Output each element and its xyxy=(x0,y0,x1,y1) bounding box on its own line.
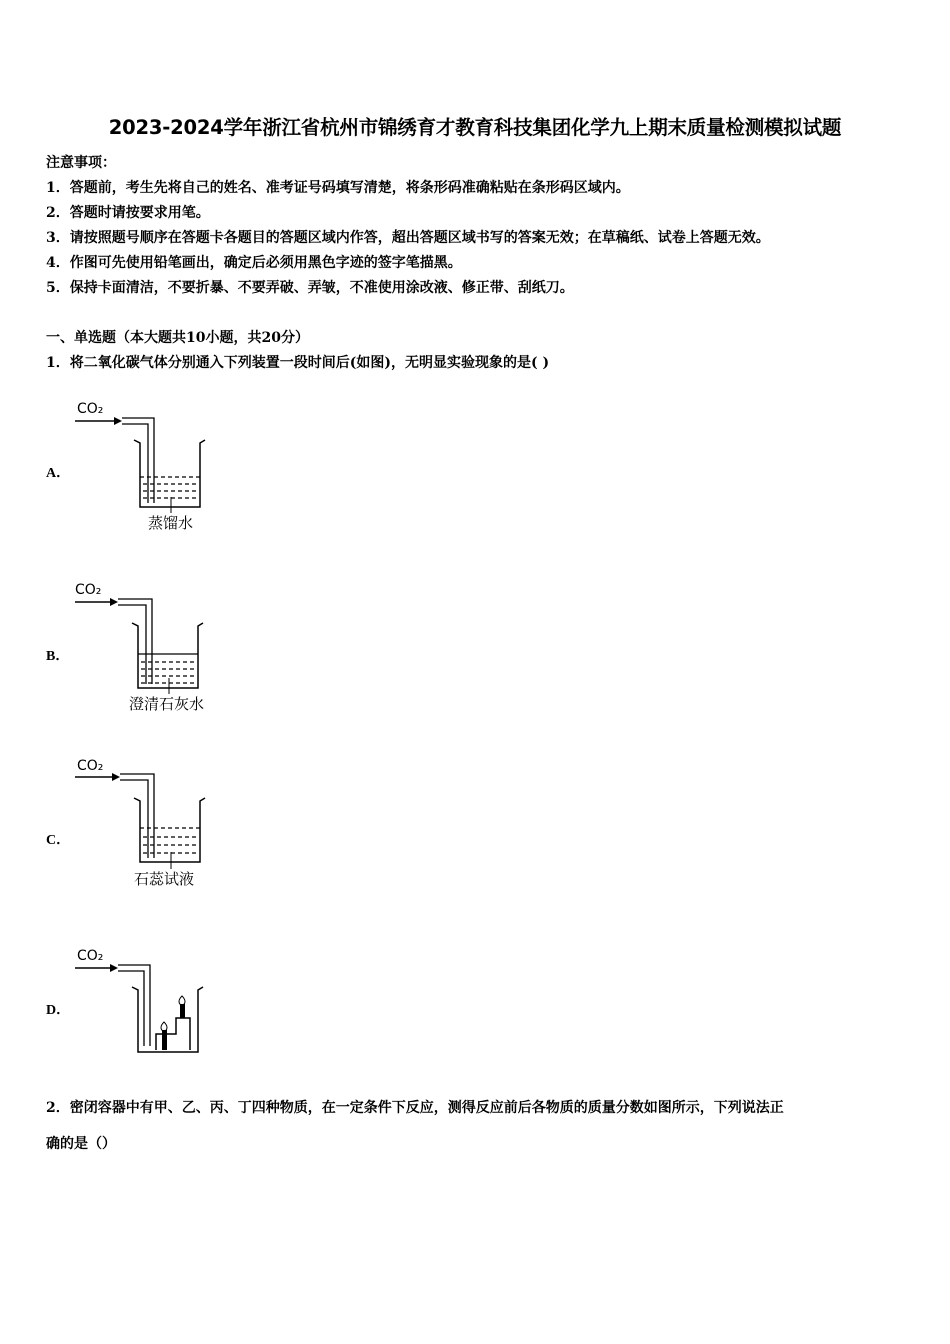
apparatus-a xyxy=(70,395,230,539)
option-a-label: A． xyxy=(46,466,71,481)
liquid-label-b: 澄清石灰水 xyxy=(129,695,205,713)
liquid-label-c: 石蕊试液 xyxy=(134,870,195,888)
co2-label: CO₂ xyxy=(77,401,104,417)
exam-title: 2023-2024学年浙江省杭州市锦绣育才教育科技集团化学九上期末质量检测模拟试题 xyxy=(108,116,842,139)
apparatus-d-candles xyxy=(70,942,230,1066)
liquid-label-a: 蒸馏水 xyxy=(148,514,194,532)
delivery-tube xyxy=(122,418,154,503)
question-1-stem: 1．将二氧化碳气体分别通入下列装置一段时间后(如图)，无明显实验现象的是( ) xyxy=(46,355,550,371)
option-c-label: C． xyxy=(46,833,71,848)
section-heading: 一、单选题（本大题共10小题，共20分） xyxy=(46,330,309,346)
co2-label: CO₂ xyxy=(77,948,104,964)
notice-item-5: 5．保持卡面清洁，不要折暴、不要弄破、弄皱，不准使用涂改液、修正带、刮纸刀。 xyxy=(46,280,574,296)
apparatus-b xyxy=(70,578,230,722)
beaker xyxy=(134,440,205,507)
notice-heading: 注意事项： xyxy=(46,155,116,171)
co2-label: CO₂ xyxy=(77,758,104,774)
notice-item-2: 2．答题时请按要求用笔。 xyxy=(46,205,210,221)
apparatus-c xyxy=(70,752,230,896)
question-2-stem-line2: 确的是（） xyxy=(46,1136,116,1152)
notice-item-3: 3．请按照题号顺序在答题卡各题目的答题区域内作答，超出答题区域书写的答案无效；在草稿纸、试卷上答题无效。 xyxy=(46,230,770,246)
question-2-stem-line1: 2．密闭容器中有甲、乙、丙、丁四种物质，在一定条件下反应，测得反应前后各物质的质量分数如图所示，下列说法正 xyxy=(46,1100,784,1116)
step-platform xyxy=(156,1018,190,1050)
co2-label: CO₂ xyxy=(75,582,102,598)
notice-item-4: 4．作图可先使用铅笔画出，确定后必须用黑色字迹的签字笔描黑。 xyxy=(46,255,462,271)
notice-item-1: 1．答题前，考生先将自己的姓名、准考证号码填写清楚，将条形码准确粘贴在条形码区域内。 xyxy=(46,180,630,196)
lower-candle xyxy=(162,1030,167,1050)
option-b-label: B． xyxy=(46,649,70,664)
option-d-label: D． xyxy=(46,1003,71,1018)
gas-arrow-head xyxy=(114,417,122,425)
